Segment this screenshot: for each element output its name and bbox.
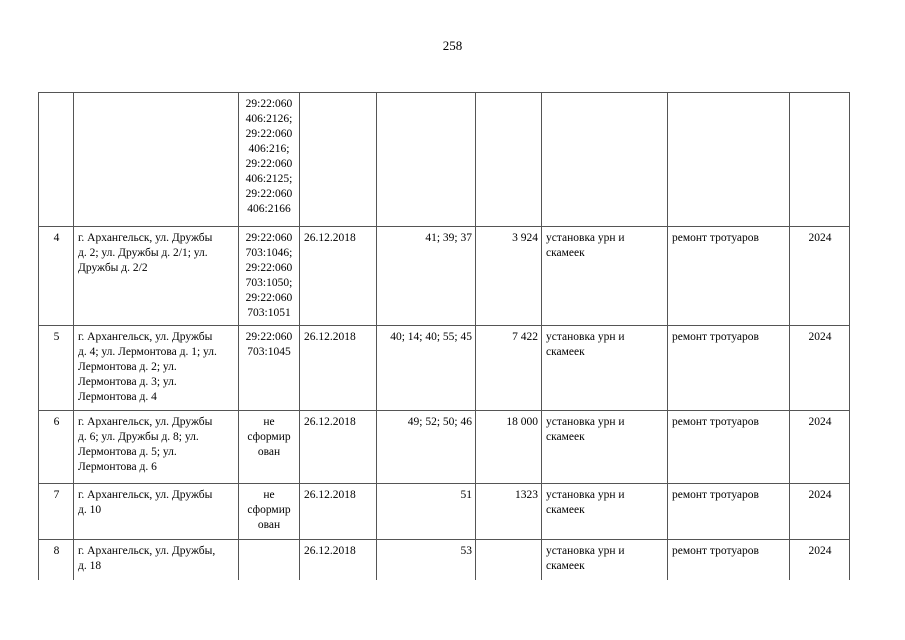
address-cell xyxy=(74,411,239,484)
address-line: г. Архангельск, ул. Дружбы xyxy=(78,331,213,343)
improvement-line: скамеек xyxy=(546,431,585,443)
date-cell: 26.12.2018 xyxy=(300,326,377,411)
cadastral-line: 703:1045 xyxy=(247,346,291,358)
apartments-cell: 40; 14; 40; 55; 45 xyxy=(377,326,476,411)
improvement-cell xyxy=(542,93,668,227)
area-cell xyxy=(476,93,542,227)
row-number-cell: 4 xyxy=(39,227,74,326)
improvement-line: скамеек xyxy=(546,504,585,516)
cadastral-number-cell xyxy=(239,227,300,326)
cadastral-line: 406:2126; xyxy=(245,113,293,125)
improvement-cell xyxy=(542,411,668,484)
address-cell xyxy=(74,93,239,227)
row-number-cell: 7 xyxy=(39,484,74,540)
improvement-line: установка урн и xyxy=(546,416,625,428)
year-cell: 2024 xyxy=(790,484,850,540)
year-cell: 2024 xyxy=(790,540,850,580)
address-line: Дружбы д. 2/2 xyxy=(78,262,148,274)
cadastral-line: 406:2166 xyxy=(247,203,291,215)
improvement-line: скамеек xyxy=(546,247,585,259)
row-number-cell: 8 xyxy=(39,540,74,580)
date-cell: 26.12.2018 xyxy=(300,411,377,484)
address-line: д. 10 xyxy=(78,504,102,516)
area-cell xyxy=(476,540,542,580)
address-line: г. Архангельск, ул. Дружбы xyxy=(78,489,213,501)
address-line: г. Архангельск, ул. Дружбы, xyxy=(78,545,216,557)
cadastral-line: 29:22:060 xyxy=(245,232,293,244)
improvement-cell xyxy=(542,540,668,580)
cadastral-line: 703:1046; xyxy=(245,247,293,259)
address-line: д. 2; ул. Дружбы д. 2/1; ул. xyxy=(78,247,208,259)
row-number-cell xyxy=(39,93,74,227)
cadastral-line: сформир xyxy=(247,504,291,516)
date-cell: 26.12.2018 xyxy=(300,484,377,540)
table-row xyxy=(39,484,850,540)
cadastral-line: сформир xyxy=(247,431,291,443)
improvement-cell xyxy=(542,227,668,326)
improvement-line: скамеек xyxy=(546,346,585,358)
apartments-cell: 41; 39; 37 xyxy=(377,227,476,326)
improvement-table xyxy=(38,92,850,580)
apartments-cell: 51 xyxy=(377,484,476,540)
cadastral-line: 29:22:060 xyxy=(245,292,293,304)
address-line: Лермонтова д. 3; ул. xyxy=(78,376,177,388)
year-cell: 2024 xyxy=(790,326,850,411)
cadastral-line: не xyxy=(263,489,275,501)
date-cell: 26.12.2018 xyxy=(300,540,377,580)
improvement-line: установка урн и xyxy=(546,545,625,557)
table-row xyxy=(39,326,850,411)
row-number-cell: 6 xyxy=(39,411,74,484)
repair-cell: ремонт тротуаров xyxy=(668,411,790,484)
area-cell: 1323 xyxy=(476,484,542,540)
cadastral-line: 29:22:060 xyxy=(245,158,293,170)
cadastral-number-cell xyxy=(239,93,300,227)
improvement-cell xyxy=(542,326,668,411)
cadastral-line: 29:22:060 xyxy=(245,188,293,200)
improvement-line: скамеек xyxy=(546,560,585,572)
address-line: г. Архангельск, ул. Дружбы xyxy=(78,416,213,428)
improvement-line: установка урн и xyxy=(546,331,625,343)
area-cell: 18 000 xyxy=(476,411,542,484)
cadastral-line: 406:216; xyxy=(248,143,290,155)
apartments-cell: 49; 52; 50; 46 xyxy=(377,411,476,484)
cadastral-line: 29:22:060 xyxy=(245,262,293,274)
address-cell xyxy=(74,326,239,411)
cadastral-line: 29:22:060 xyxy=(245,128,293,140)
page-number: 258 xyxy=(442,38,463,53)
year-cell: 2024 xyxy=(790,227,850,326)
cadastral-line: 29:22:060 xyxy=(245,331,293,343)
cadastral-number-cell xyxy=(239,484,300,540)
cadastral-number-cell xyxy=(239,326,300,411)
apartments-cell: 53 xyxy=(377,540,476,580)
repair-cell: ремонт тротуаров xyxy=(668,484,790,540)
improvement-line: установка урн и xyxy=(546,489,625,501)
address-line: Лермонтова д. 4 xyxy=(78,391,157,403)
cadastral-line: ован xyxy=(257,519,281,531)
apartments-cell xyxy=(377,93,476,227)
cadastral-line: 703:1050; xyxy=(245,277,293,289)
address-line: д. 6; ул. Дружбы д. 8; ул. xyxy=(78,431,199,443)
table-row xyxy=(39,540,850,580)
improvement-line: установка урн и xyxy=(546,232,625,244)
table-row xyxy=(39,227,850,326)
repair-cell: ремонт тротуаров xyxy=(668,540,790,580)
cadastral-line: 703:1051 xyxy=(247,307,291,319)
improvement-cell xyxy=(542,484,668,540)
repair-cell: ремонт тротуаров xyxy=(668,326,790,411)
date-cell: 26.12.2018 xyxy=(300,227,377,326)
cadastral-line: 406:2125; xyxy=(245,173,293,185)
cadastral-number-cell xyxy=(239,411,300,484)
cadastral-line: ован xyxy=(257,446,281,458)
area-cell: 3 924 xyxy=(476,227,542,326)
address-cell xyxy=(74,540,239,580)
address-line: д. 4; ул. Лермонтова д. 1; ул. xyxy=(78,346,217,358)
address-line: Лермонтова д. 2; ул. xyxy=(78,361,177,373)
cadastral-number-cell xyxy=(239,540,300,580)
area-cell: 7 422 xyxy=(476,326,542,411)
address-cell xyxy=(74,484,239,540)
address-line: г. Архангельск, ул. Дружбы xyxy=(78,232,213,244)
cadastral-line: не xyxy=(263,416,275,428)
year-cell: 2024 xyxy=(790,411,850,484)
cadastral-line: 29:22:060 xyxy=(245,98,293,110)
repair-cell: ремонт тротуаров xyxy=(668,227,790,326)
address-line: д. 18 xyxy=(78,560,102,572)
row-number-cell: 5 xyxy=(39,326,74,411)
date-cell xyxy=(300,93,377,227)
address-line: Лермонтова д. 6 xyxy=(78,461,157,473)
table-row xyxy=(39,411,850,484)
address-line: Лермонтова д. 5; ул. xyxy=(78,446,177,458)
address-cell xyxy=(74,227,239,326)
repair-cell xyxy=(668,93,790,227)
year-cell xyxy=(790,93,850,227)
table-row xyxy=(39,93,850,227)
